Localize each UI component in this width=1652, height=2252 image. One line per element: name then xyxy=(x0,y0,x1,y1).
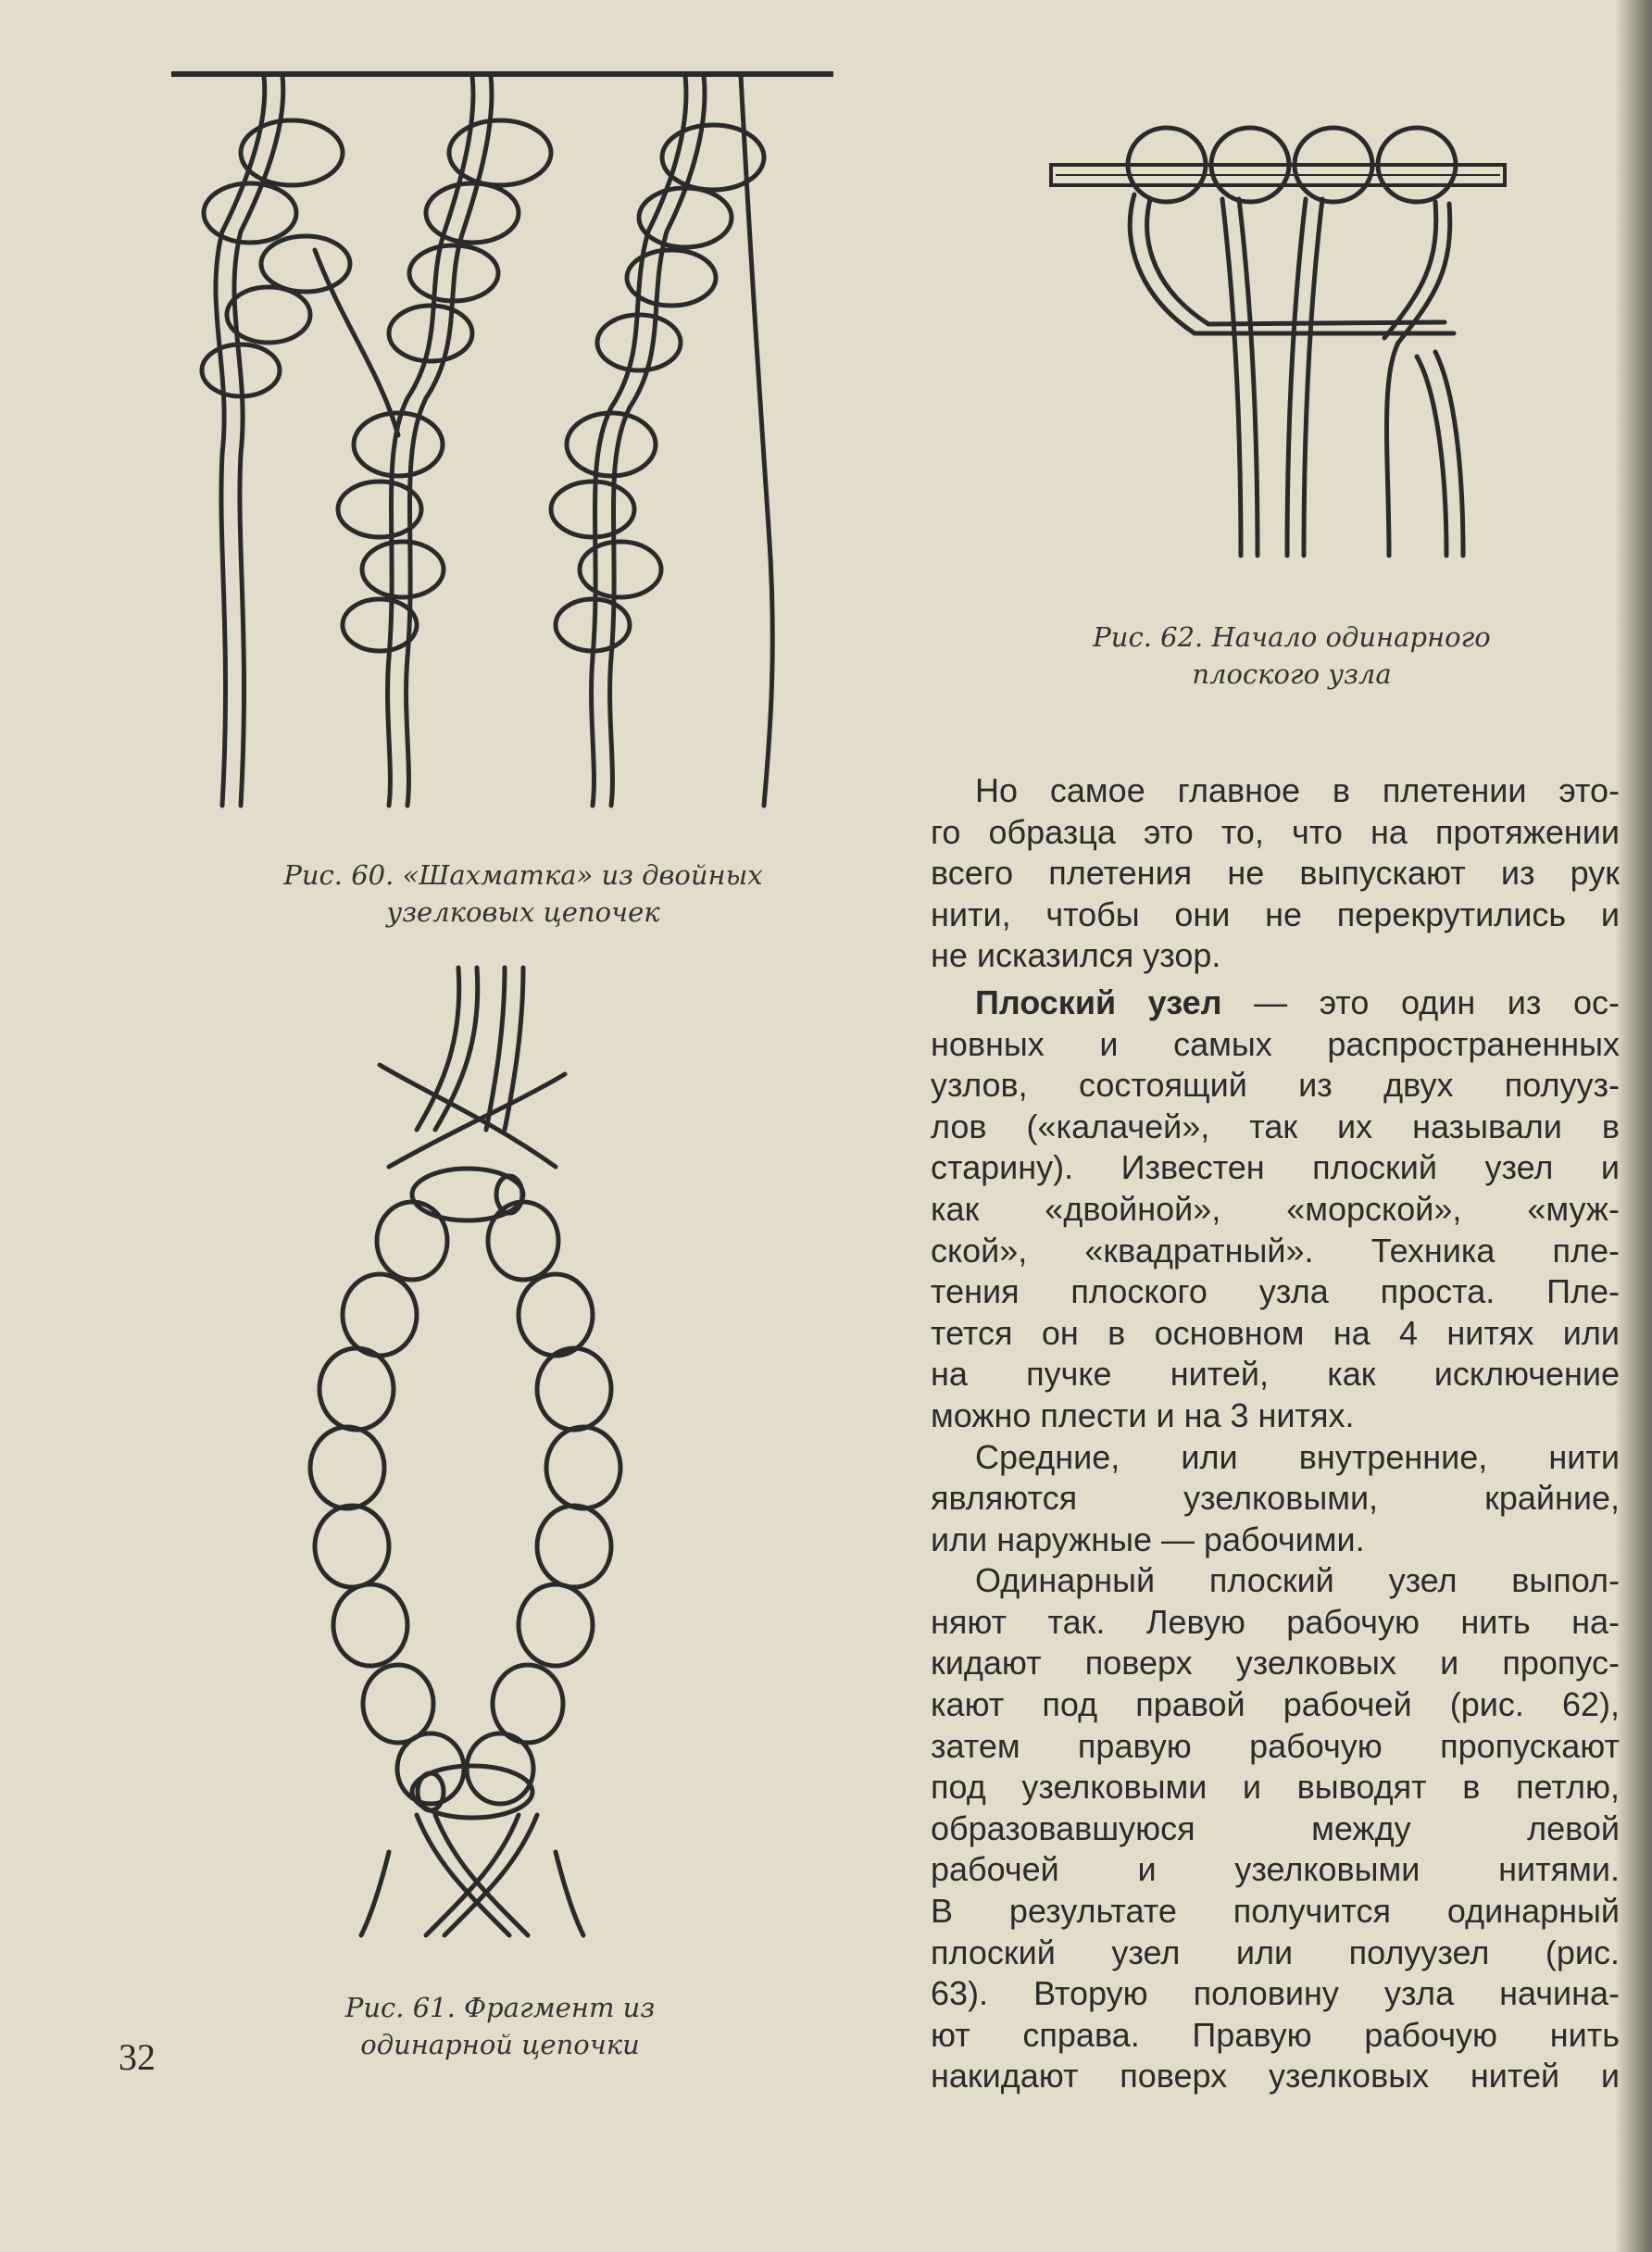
text-line: тется он в основном на 4 нитях или xyxy=(931,1313,1620,1352)
text-line: Но самое главное в плетении это- xyxy=(975,771,1620,809)
text-line: рабочей и узелковыми нитями. xyxy=(931,1850,1620,1889)
text-line: на пучке нитей, как исключение xyxy=(931,1355,1620,1394)
text-line: являются узелковыми, крайние, xyxy=(931,1479,1620,1518)
knot-chain-left xyxy=(202,76,398,806)
text-line: не исказился узор. xyxy=(931,936,1221,975)
figure-61-caption xyxy=(278,1989,722,2063)
figure-62-caption-line1: Рис. 62. Начало одинарного xyxy=(1093,621,1491,653)
text-line: В результате получится одинарный xyxy=(931,1892,1620,1931)
text-line: под узелковыми и выводят в петлю, xyxy=(931,1768,1620,1807)
paragraph-2 xyxy=(931,982,1620,1437)
text-line: ской», «квадратный». Техника пле- xyxy=(931,1231,1620,1270)
text-line: нити, чтобы они не перекрутились и xyxy=(931,895,1620,933)
text-line: ют справа. Правую рабочую нить xyxy=(931,2015,1620,2054)
paragraph-4 xyxy=(931,1560,1620,2097)
figure-61-caption-line1: Рис. 61. Фрагмент из xyxy=(344,1992,656,2023)
text-line: узлов, состоящий из двух полууз- xyxy=(931,1066,1620,1105)
figure-60-caption-line1: Рис. 60. «Шахматка» из двойных xyxy=(283,859,763,891)
text-line: лов («калачей», так их называли в xyxy=(931,1107,1620,1145)
text-fragment: — это один из ос- xyxy=(1221,982,1620,1021)
text-line: или наружные — рабочими. xyxy=(931,1520,1365,1558)
text-line: кидают поверх узелковых и пропус- xyxy=(931,1644,1620,1683)
term-flat-knot: Плоский узел xyxy=(975,982,1222,1021)
figure-61-caption-line2: одинарной цепочки xyxy=(360,2029,640,2060)
text-line: можно плести и на 3 нитях. xyxy=(931,1395,1355,1434)
text-line: тения плоского узла проста. Пле- xyxy=(931,1272,1620,1311)
text-line: старину). Известен плоский узел и xyxy=(931,1148,1620,1187)
text-line: кают под правой рабочей (рис. 62), xyxy=(931,1685,1620,1724)
body-text-column xyxy=(931,770,1620,2097)
paragraph-1 xyxy=(931,770,1620,977)
figure-62-caption-line2: плоского узла xyxy=(1192,658,1392,690)
chain-right-side xyxy=(467,1202,620,1804)
page-number: 32 xyxy=(119,2036,156,2078)
text-line: образовавшуюся между левой xyxy=(931,1808,1620,1847)
text-line: как «двойной», «морской», «муж- xyxy=(931,1189,1620,1228)
knot-chain-middle xyxy=(338,76,551,806)
figure-60-caption xyxy=(213,857,833,931)
text-line xyxy=(931,982,1620,1024)
figure-62-illustration xyxy=(1046,111,1509,574)
figure-62-caption xyxy=(1046,619,1537,693)
text-line: накидают поверх узелковых нитей и xyxy=(931,2057,1620,2096)
text-line: 63). Вторую половину узла начина- xyxy=(931,1974,1620,2013)
text-line: Средние, или внутренние, нити xyxy=(975,1437,1620,1476)
paragraph-3 xyxy=(931,1437,1620,1561)
figure-60-caption-line2: узелковых цепочек xyxy=(386,896,660,928)
text-line: няют так. Левую рабочую нить на- xyxy=(931,1602,1620,1641)
page-edge-shadow xyxy=(1615,0,1652,2252)
knot-chain-right xyxy=(551,76,772,806)
text-line: го образца это то, что на протяжении xyxy=(931,812,1620,851)
text-line: Одинарный плоский узел выпол- xyxy=(975,1561,1620,1600)
text-line: затем правую рабочую пропускают xyxy=(931,1726,1620,1765)
chain-left-side xyxy=(310,1202,464,1804)
figure-61-illustration xyxy=(278,963,667,1945)
text-line: новных и самых распространенных xyxy=(931,1024,1620,1063)
text-line: плоский узел или полуузел (рис. xyxy=(931,1933,1620,1971)
figure-60-illustration xyxy=(167,65,852,824)
text-line: всего плетения не выпускают из рук xyxy=(931,854,1620,893)
